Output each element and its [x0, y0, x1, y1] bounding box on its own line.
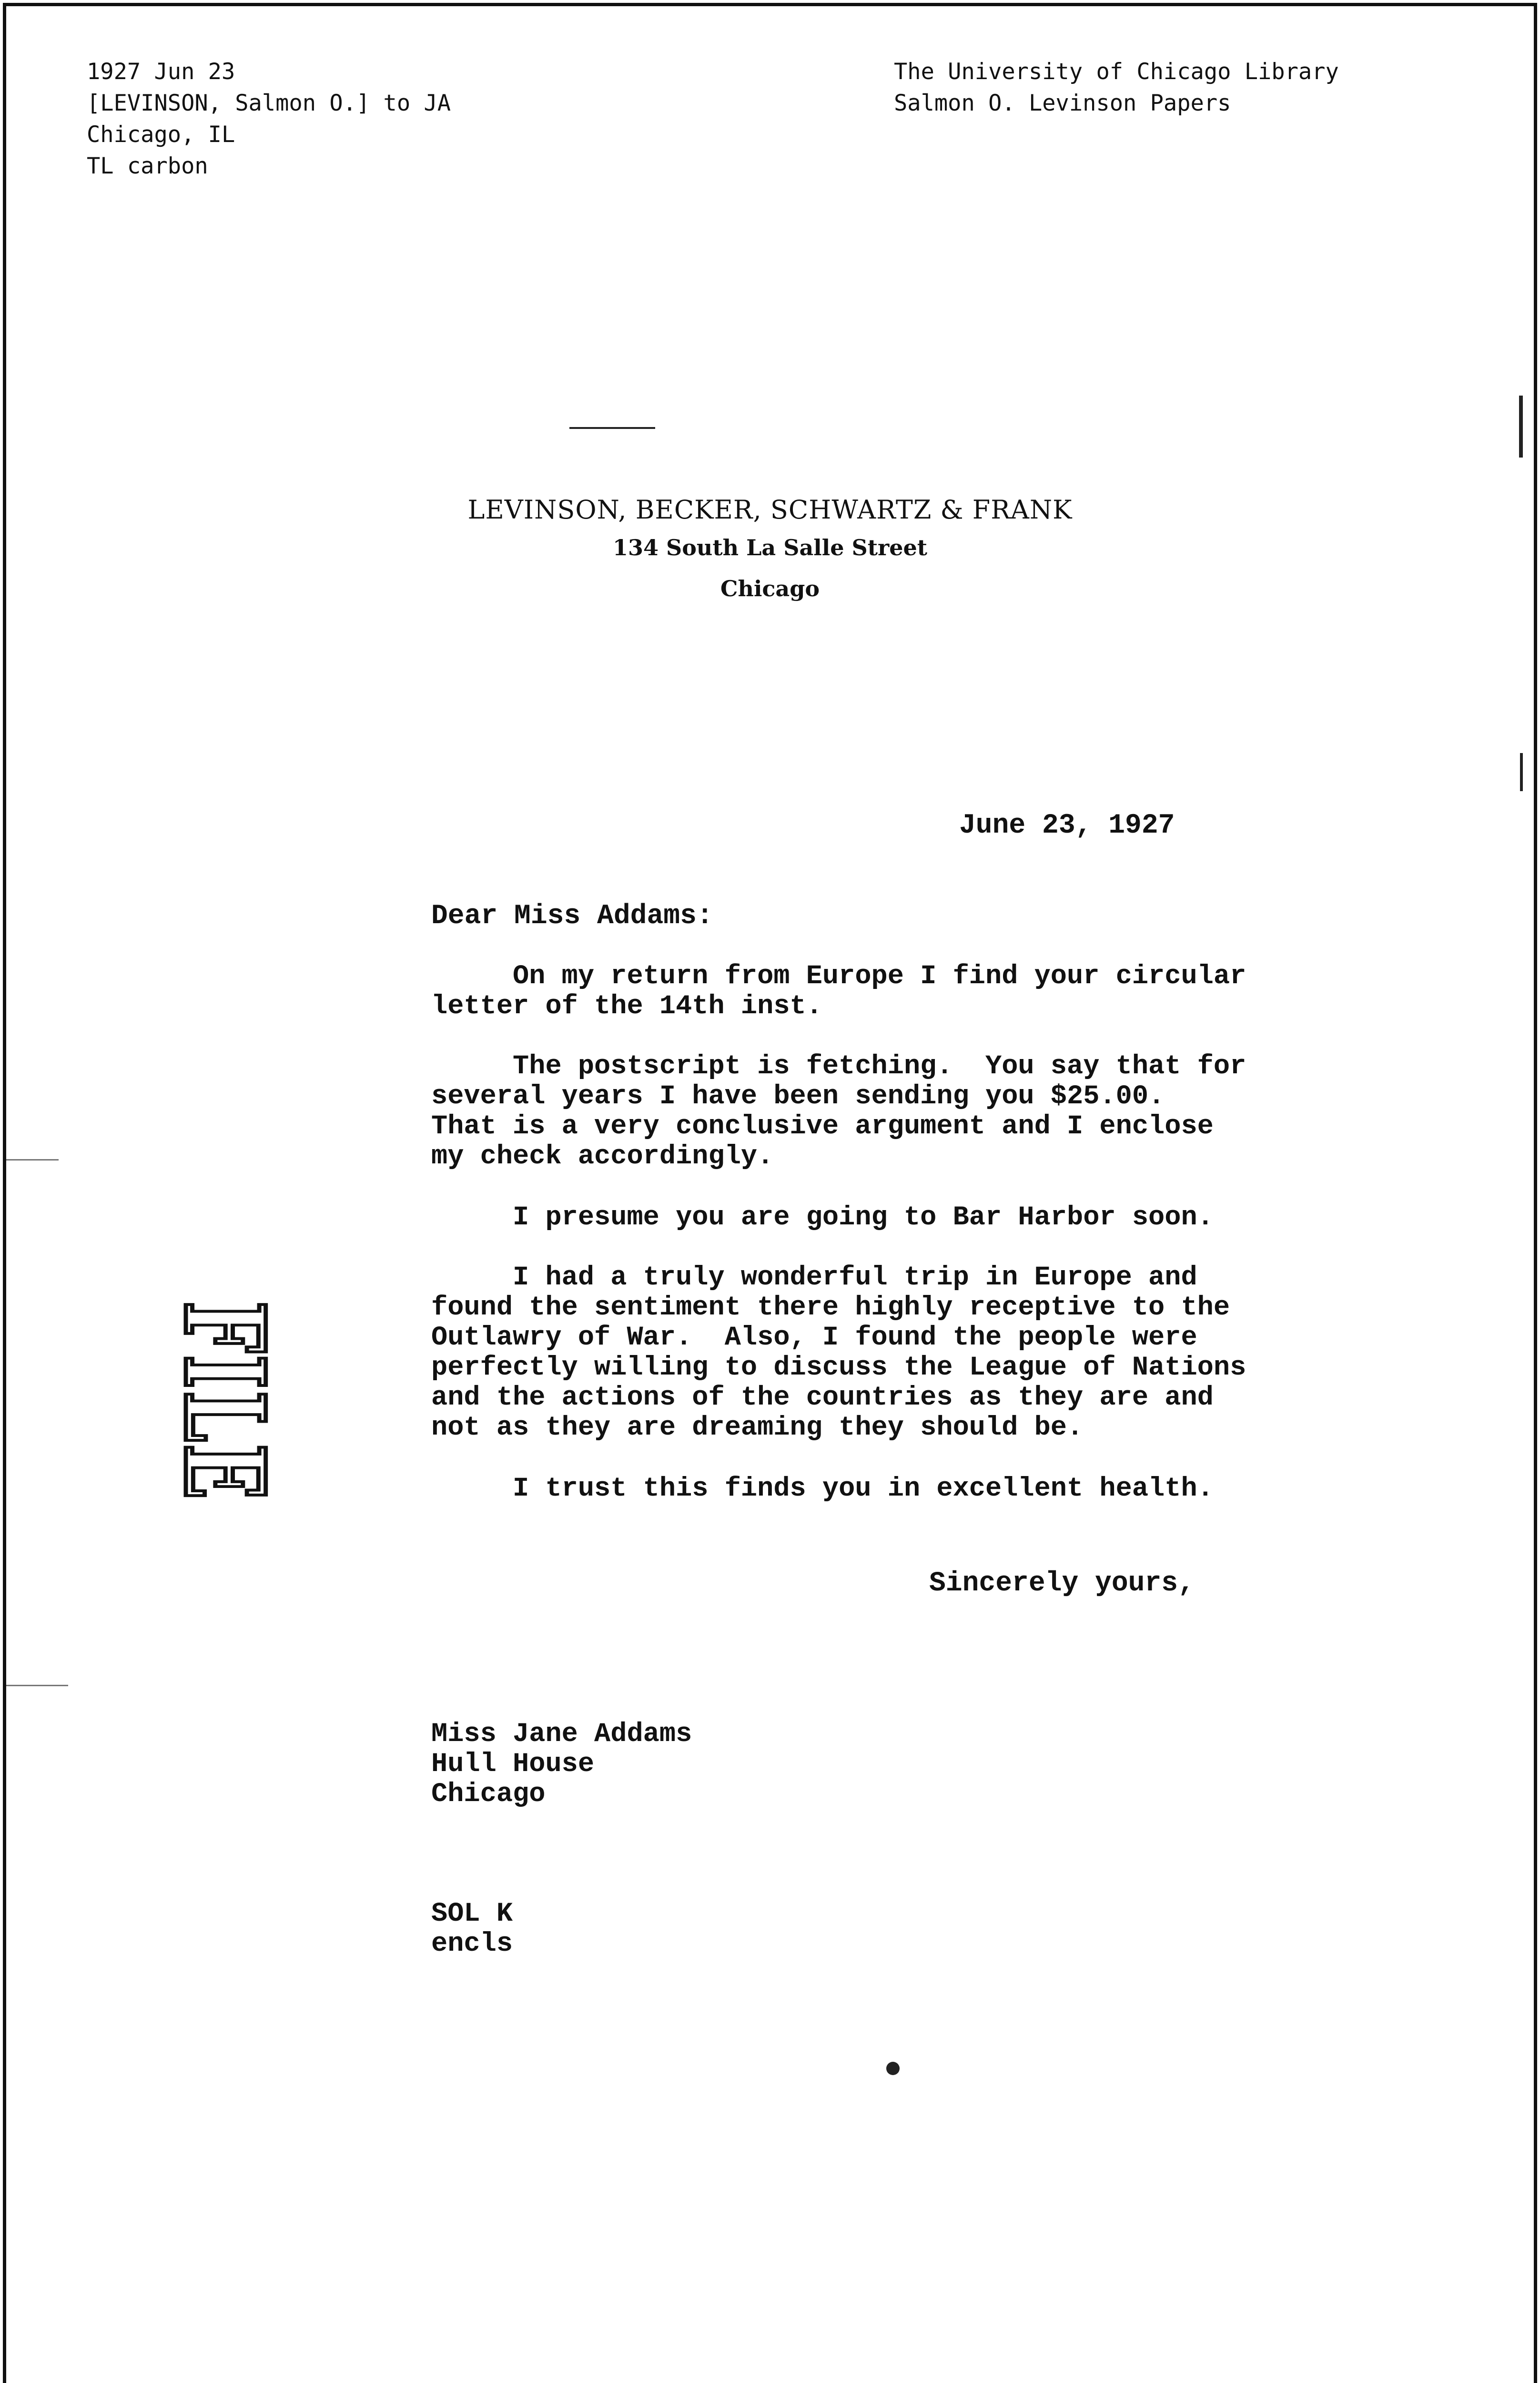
letterhead-street: 134 South La Salle Street [613, 535, 927, 560]
body-paragraph: The postscript is fetching. You say that for several years I have been sending you $25.00. That is a very conclusive argument and I enclose my check accordingly. [431, 1051, 1246, 1172]
scan-mark [569, 427, 655, 429]
typist-initials: SOL K [431, 1899, 513, 1929]
file-stamp-text [160, 1301, 288, 1602]
recipient-name: Miss Jane Addams [431, 1719, 692, 1750]
body-paragraph: On my return from Europe I find your circular letter of the 14th inst. [431, 961, 1246, 1022]
salutation: Dear Miss Addams: [431, 901, 713, 932]
recipient-org: Hull House [431, 1749, 595, 1780]
body-paragraph: I had a truly wonderful trip in Europe and found the sentiment there highly receptive to the Outlawry of War. Also, I found the people were perfectly willing to discuss the League of Nations and the actions of the countries as they are and not as they are dreaming they should be. [431, 1263, 1246, 1443]
ink-dot [886, 2062, 900, 2075]
enclosures-note: encls [431, 1929, 513, 1959]
recipient-city: Chicago [431, 1779, 546, 1810]
citation-correspondents: [LEVINSON, Salmon O.] to JA [87, 90, 451, 116]
scan-edge-mark [1520, 753, 1523, 791]
letterhead-firm: LEVINSON, BECKER, SCHWARTZ & FRANK [467, 495, 1073, 525]
source-collection: Salmon O. Levinson Papers [894, 90, 1231, 116]
file-stamp [71, 1292, 288, 1602]
archive-source [894, 56, 1339, 119]
file-stamp-label: FILE [160, 1301, 288, 1602]
body-paragraph: I trust this finds you in excellent health. [431, 1474, 1214, 1504]
body-paragraph: I presume you are going to Bar Harbor soon. [431, 1202, 1214, 1233]
recipient-address [431, 1720, 692, 1810]
letterhead-city: Chicago [720, 576, 820, 601]
page-border [3, 3, 1537, 2383]
scan-edge-mark [1519, 396, 1523, 458]
citation-place: Chicago, IL [87, 122, 235, 148]
scan-hairline [6, 1159, 59, 1161]
archive-citation [87, 56, 451, 182]
source-library: The University of Chicago Library [894, 59, 1339, 85]
scan-hairline [6, 1685, 68, 1686]
citation-type: TL carbon [87, 153, 208, 179]
citation-date: 1927 Jun 23 [87, 59, 235, 85]
letter-date: June 23, 1927 [959, 810, 1175, 841]
reference-initials [431, 1899, 513, 1959]
closing: Sincerely yours, [929, 1568, 1195, 1599]
